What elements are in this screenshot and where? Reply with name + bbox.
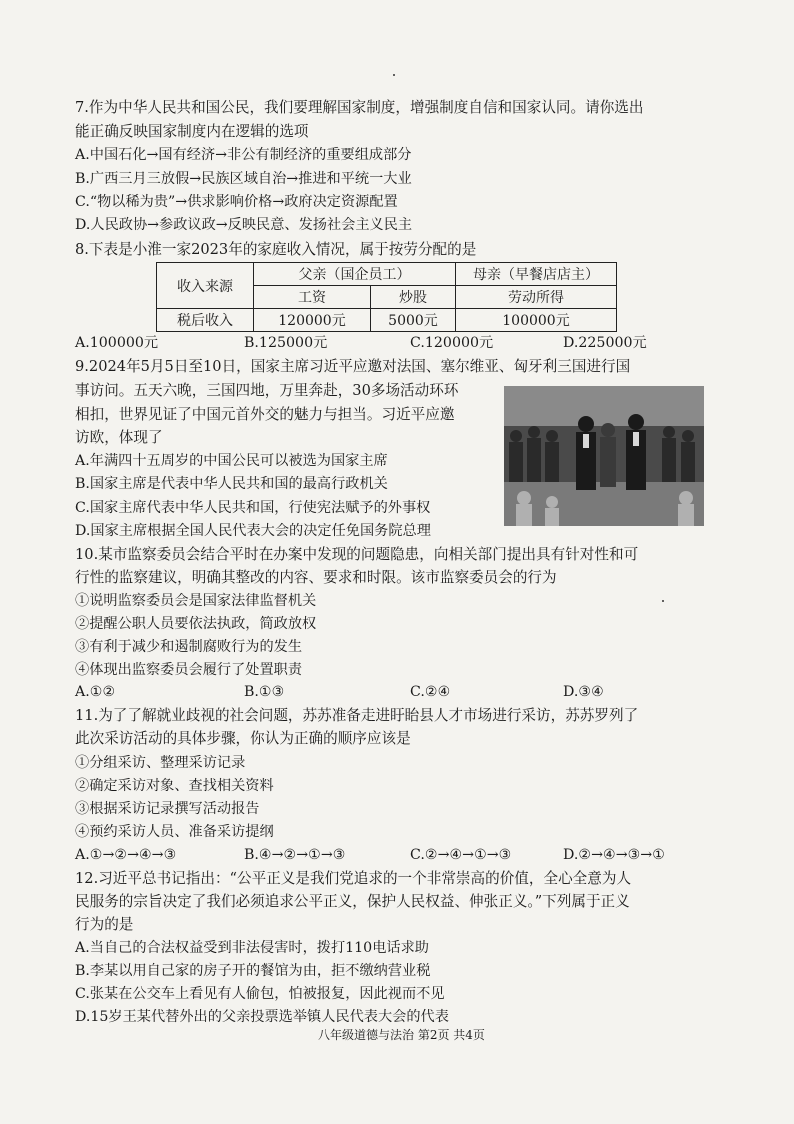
q9-option-a[interactable]: A.年满四十五周岁的中国公民可以被选为国家主席 [75,453,388,469]
q7-stem-line-2: 能正确反映国家制度内在逻辑的选项 [75,123,309,140]
q12-stem-line-3: 行为的是 [75,916,134,933]
q7-option-a[interactable]: A.中国石化→国有经济→非公有制经济的重要组成部分 [75,147,412,163]
q11-step-1: ①分组采访、整理采访记录 [75,755,246,771]
q11-stem-line-1: 11.为了了解就业歧视的社会问题，苏苏准备走进盱眙县人才市场进行采访，苏苏罗列了 [75,707,639,724]
q8-stem: 8.下表是小淮一家2023年的家庭收入情况，属于按劳分配的是 [75,241,477,258]
q9-option-c[interactable]: C.国家主席代表中华人民共和国，行使宪法赋予的外事权 [75,500,431,516]
mother-header: 母亲（早餐店店主） [456,263,617,286]
q7-option-b[interactable]: B.广西三月三放假→民族区域自治→推进和平统一大业 [75,171,412,187]
labor-income-value: 100000元 [456,309,617,332]
q11-step-4: ④预约采访人员、准备采访提纲 [75,824,274,840]
q12-option-d[interactable]: D.15岁王某代替外出的父亲投票选举镇人民代表大会的代表 [75,1009,449,1025]
stocks-value: 5000元 [371,309,456,332]
q9-option-b[interactable]: B.国家主席是代表中华人民共和国的最高行政机关 [75,476,388,492]
q12-option-b[interactable]: B.李某以用自己家的房子开的餐馆为由，拒不缴纳营业税 [75,963,431,979]
q10-statement-3: ③有利于减少和遏制腐败行为的发生 [75,639,303,655]
q11-option-a[interactable]: A.①→②→④→③ [75,847,177,863]
income-table [156,262,617,332]
state-visit-photo-drawing [504,386,704,526]
q9-stem-line-1: 9.2024年5月5日至10日，国家主席习近平应邀对法国、塞尔维亚、匈牙利三国进行国 [75,358,631,375]
q10-stem-line-1: 10.某市监察委员会结合平时在办案中发现的问题隐患，向相关部门提出具有针对性和可 [75,546,639,563]
q7-option-d[interactable]: D.人民政协→参政议政→反映民意、发扬社会主义民主 [75,217,413,233]
q10-stem-line-2: 行性的监察建议，明确其整改的内容、要求和时限。该市监察委员会的行为 [75,569,557,586]
q10-option-d[interactable]: D.③④ [563,684,604,700]
page-footer: 八年级道德与法治 第2页 共4页 [318,1028,485,1042]
q12-stem-line-2: 民服务的宗旨决定了我们必须追求公平正义，保护人民权益、伸张正义。”下列属于正义 [75,893,630,910]
q11-step-2: ②确定采访对象、查找相关资料 [75,778,274,794]
scan-speck [662,600,664,602]
labor-income-header: 劳动所得 [456,286,617,309]
state-visit-photo [504,386,704,526]
q10-statement-1: ①说明监察委员会是国家法律监督机关 [75,593,317,609]
q9-stem-line-4: 访欧，体现了 [75,429,163,446]
q9-stem-line-3: 相扣，世界见证了中国元首外交的魅力与担当。习近平应邀 [75,406,455,423]
q10-statement-2: ②提醒公职人员要依法执政，简政放权 [75,616,317,632]
q8-option-b[interactable]: B.125000元 [244,335,328,351]
income-source-header: 收入来源 [157,263,254,309]
q12-stem-line-1: 12.习近平总书记指出：“公平正义是我们党追求的一个非常崇高的价值，全心全意为人 [75,870,632,887]
q8-option-c[interactable]: C.120000元 [410,335,494,351]
q10-option-b[interactable]: B.①③ [244,684,285,700]
stocks-header: 炒股 [371,286,456,309]
q10-statement-4: ④体现出监察委员会履行了处置职责 [75,662,303,678]
salary-header: 工资 [254,286,371,309]
q11-option-c[interactable]: C.②→④→①→③ [410,847,512,863]
q9-stem-line-2: 事访问。五天六晚，三国四地，万里奔赴，30多场活动环环 [75,382,459,399]
q9-option-d[interactable]: D.国家主席根据全国人民代表大会的决定任免国务院总理 [75,523,431,539]
after-tax-income-label: 税后收入 [157,309,254,332]
q7-stem-line-1: 7.作为中华人民共和国公民，我们要理解国家制度，增强制度自信和国家认同。请你选出 [75,99,644,116]
q11-step-3: ③根据采访记录撰写活动报告 [75,801,260,817]
q11-option-b[interactable]: B.④→②→①→③ [244,847,346,863]
q12-option-c[interactable]: C.张某在公交车上看见有人偷包，怕被报复，因此视而不见 [75,986,445,1002]
q7-option-c[interactable]: C.“物以稀为贵”→供求影响价格→政府决定资源配置 [75,194,398,210]
q11-option-d[interactable]: D.②→④→③→① [563,847,665,863]
q12-option-a[interactable]: A.当自己的合法权益受到非法侵害时，拨打110电话求助 [75,940,429,956]
father-header: 父亲（国企员工） [254,263,456,286]
q8-option-a[interactable]: A.100000元 [75,335,159,351]
q10-option-a[interactable]: A.①② [75,684,116,700]
q8-option-d[interactable]: D.225000元 [563,335,647,351]
q10-option-c[interactable]: C.②④ [410,684,451,700]
scan-speck [393,74,395,76]
q11-stem-line-2: 此次采访活动的具体步骤，你认为正确的顺序应该是 [75,730,411,747]
salary-value: 120000元 [254,309,371,332]
